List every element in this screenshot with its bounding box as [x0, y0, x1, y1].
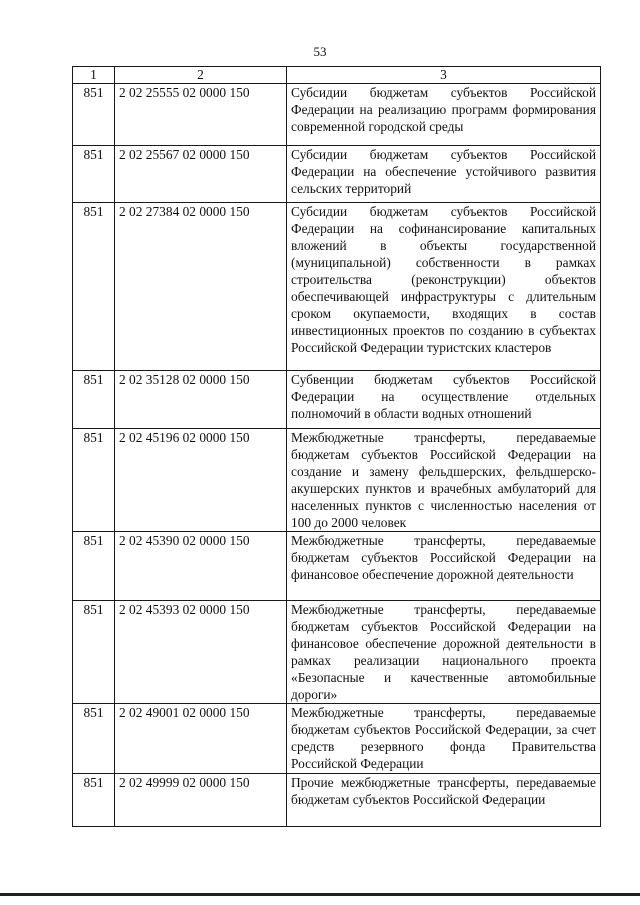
admin-code-cell: 851 — [73, 601, 115, 704]
column-header-2: 2 — [115, 67, 287, 84]
column-header-1: 1 — [73, 67, 115, 84]
budget-code-cell: 2 02 25555 02 0000 150 — [115, 84, 287, 146]
revenue-name-cell: Субсидии бюджетам субъектов Российской Федерации на обеспечение устойчивого развития сельских территорий — [287, 146, 601, 203]
revenue-name-cell: Прочие межбюджетные трансферты, передаваемые бюджетам субъектов Российской Федерации — [287, 774, 601, 827]
revenue-name-cell: Субсидии бюджетам субъектов Российской Федерации на софинансирование капитальных вложений в объекты государственной (муниципальной) собственности в рамках строительства (реконструкции) объектов обеспечивающей инфраструктуры с длительным сроком окупаемости, входящих в состав инвестиционных проектов по созданию в субъектах Российской Федерации туристских кластеров — [287, 203, 601, 371]
admin-code-cell: 851 — [73, 532, 115, 601]
admin-code-cell: 851 — [73, 146, 115, 203]
table-row — [73, 774, 601, 827]
budget-code-cell: 2 02 49001 02 0000 150 — [115, 704, 287, 774]
admin-code-cell: 851 — [73, 203, 115, 371]
table-row — [73, 146, 601, 203]
revenue-name-cell: Межбюджетные трансферты, передаваемые бюджетам субъектов Российской Федерации на создание и замену фельдшерских, фельдшерско-акушерских пунктов и врачебных амбулаторий для населенных пунктов с численностью населения от 100 до 2000 человек — [287, 429, 601, 532]
budget-code-cell: 2 02 27384 02 0000 150 — [115, 203, 287, 371]
page-number: 53 — [313, 44, 327, 59]
table-row — [73, 601, 601, 704]
admin-code-cell: 851 — [73, 704, 115, 774]
revenue-name-cell: Межбюджетные трансферты, передаваемые бюджетам субъектов Российской Федерации на финансовое обеспечение дорожной деятельности в рамках реализации национального проекта «Безопасные и качественные автомобильные дороги» — [287, 601, 601, 704]
header-row — [73, 67, 601, 84]
table-row — [73, 429, 601, 532]
revenue-name-cell: Субсидии бюджетам субъектов Российской Федерации на реализацию программ формирования современной городской среды — [287, 84, 601, 146]
budget-code-table — [72, 66, 601, 827]
table-row — [73, 532, 601, 601]
admin-code-cell: 851 — [73, 371, 115, 429]
admin-code-cell: 851 — [73, 84, 115, 146]
revenue-name-cell: Субвенции бюджетам субъектов Российской Федерации на осуществление отдельных полномочий в области водных отношений — [287, 371, 601, 429]
revenue-name-cell: Межбюджетные трансферты, передаваемые бюджетам субъектов Российской Федерации на финансовое обеспечение дорожной деятельности — [287, 532, 601, 601]
table-row — [73, 704, 601, 774]
table-row — [73, 371, 601, 429]
column-header-3: 3 — [287, 67, 601, 84]
scan-bottom-edge — [0, 893, 640, 896]
budget-code-cell: 2 02 49999 02 0000 150 — [115, 774, 287, 827]
revenue-name-cell: Межбюджетные трансферты, передаваемые бюджетам субъектов Российской Федерации, за счет средств резервного фонда Правительства Российской Федерации — [287, 704, 601, 774]
admin-code-cell: 851 — [73, 774, 115, 827]
table-row — [73, 203, 601, 371]
budget-code-cell: 2 02 45393 02 0000 150 — [115, 601, 287, 704]
budget-code-cell: 2 02 45390 02 0000 150 — [115, 532, 287, 601]
admin-code-cell: 851 — [73, 429, 115, 532]
budget-code-cell: 2 02 45196 02 0000 150 — [115, 429, 287, 532]
table-row — [73, 84, 601, 146]
budget-code-cell: 2 02 25567 02 0000 150 — [115, 146, 287, 203]
budget-code-cell: 2 02 35128 02 0000 150 — [115, 371, 287, 429]
